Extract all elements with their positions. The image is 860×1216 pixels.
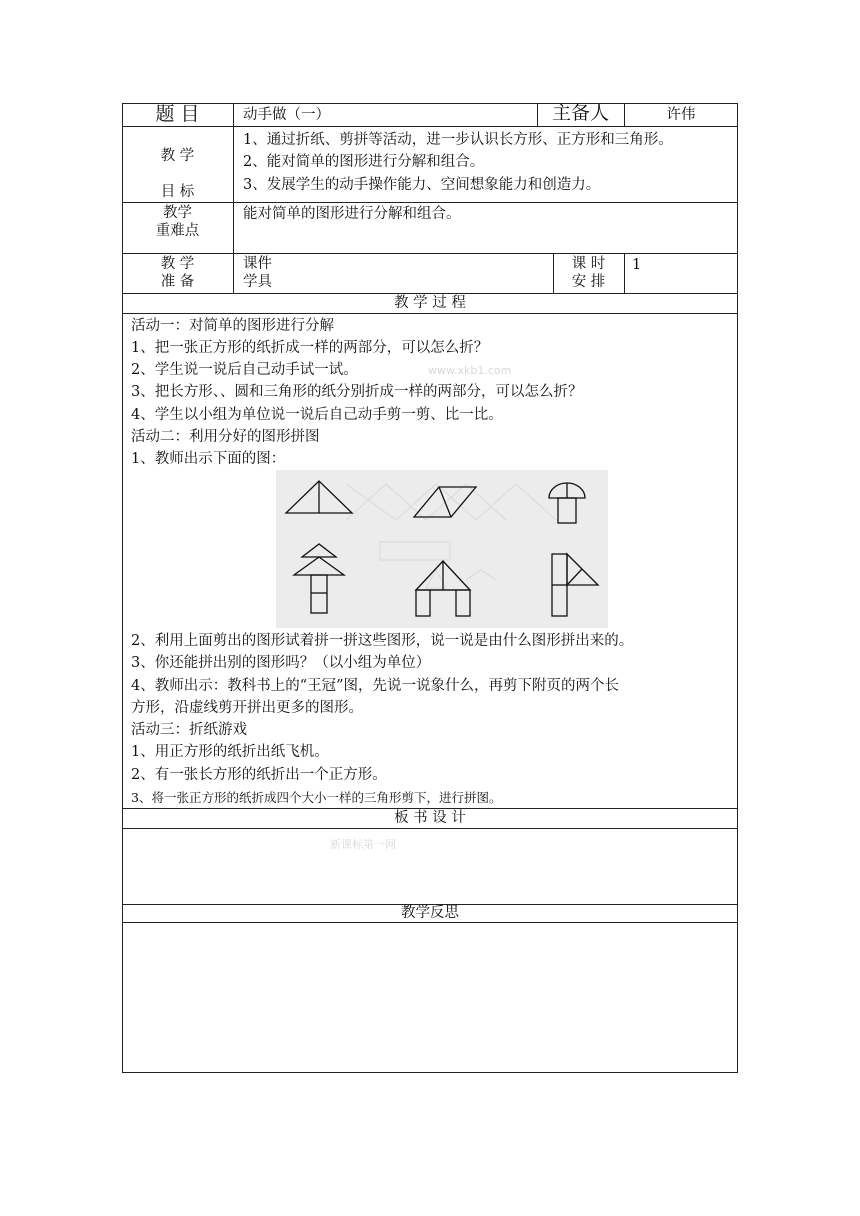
prep-item: 课件 <box>243 256 272 272</box>
keypoints-label-top: 教学 <box>163 205 192 221</box>
topic-label: 题 目 <box>155 103 200 125</box>
goal-item: 1、通过折纸、剪拼等活动，进一步认识长方形、正方形和三角形。 <box>243 132 673 148</box>
process-line: 2、有一张长方形的纸折出一个正方形。 <box>131 767 387 783</box>
process-line: 4、学生以小组为单位说一说后自己动手剪一剪、比一比。 <box>131 407 503 423</box>
row-divider <box>122 828 738 829</box>
row-divider <box>122 126 738 127</box>
board-title: 板 书 设 计 <box>394 810 466 826</box>
col-divider <box>233 103 234 293</box>
prep-label-bottom: 准 备 <box>160 274 195 290</box>
process-line: 活动三：折纸游戏 <box>131 722 247 738</box>
watermark: www.xkb1.com <box>428 364 512 377</box>
row-divider <box>122 253 738 254</box>
shape-puzzle-figure <box>276 470 608 628</box>
goal-item: 3、发展学生的动手操作能力、空间想象能力和创造力。 <box>243 177 601 193</box>
preparer-value: 许伟 <box>666 107 696 123</box>
process-line: 3、将一张正方形的纸折成四个大小一样的三角形剪下，进行拼图。 <box>131 790 502 805</box>
process-line: 3、你还能拼出别的图形吗？（以小组为单位） <box>131 655 431 671</box>
process-line: 1、用正方形的纸折出纸飞机。 <box>131 744 329 760</box>
row-divider <box>122 922 738 923</box>
col-divider <box>624 253 625 293</box>
process-title: 教 学 过 程 <box>394 295 466 311</box>
watermark: 新课标第一网 <box>330 838 396 851</box>
reflection-title: 教学反思 <box>401 905 459 921</box>
keypoints-text: 能对简单的图形进行分解和组合。 <box>243 206 461 222</box>
process-line: 3、把长方形、、圆和三角形的纸分别折成一样的两部分，可以怎么折？ <box>131 384 583 400</box>
hours-value: 1 <box>632 257 642 273</box>
topic-value: 动手做（一） <box>243 107 330 123</box>
process-line: 2、学生说一说后自己动手试一试。 <box>131 362 358 378</box>
goals-label-top: 教 学 <box>160 148 195 164</box>
preparer-label: 主备人 <box>551 102 609 124</box>
process-line: 方形，沿虚线剪开拼出更多的图形。 <box>131 700 363 716</box>
process-line: 活动一：对简单的图形进行分解 <box>131 318 334 334</box>
process-line: 1、把一张正方形的纸折成一样的两部分，可以怎么折？ <box>131 340 489 356</box>
process-line: 1、教师出示下面的图： <box>131 451 286 467</box>
prep-item: 学具 <box>243 274 272 290</box>
keypoints-label-bottom: 重难点 <box>155 223 200 239</box>
hours-label-top: 课 时 <box>571 256 606 272</box>
row-divider <box>122 313 738 314</box>
process-line: 活动二：利用分好的图形拼图 <box>131 429 320 445</box>
process-line: 2、利用上面剪出的图形试着拼一拼这些图形，说一说是由什么图形拼出来的。 <box>131 633 634 649</box>
goal-item: 2、能对简单的图形进行分解和组合。 <box>243 154 485 170</box>
goals-label-bottom: 目 标 <box>160 184 195 200</box>
row-divider <box>122 202 738 203</box>
process-line: 4、教师出示：教科书上的“王冠”图，先说一说象什么，再剪下附页的两个长 <box>131 678 620 694</box>
hours-label-bottom: 安 排 <box>571 274 606 290</box>
prep-label-top: 教 学 <box>160 256 195 272</box>
